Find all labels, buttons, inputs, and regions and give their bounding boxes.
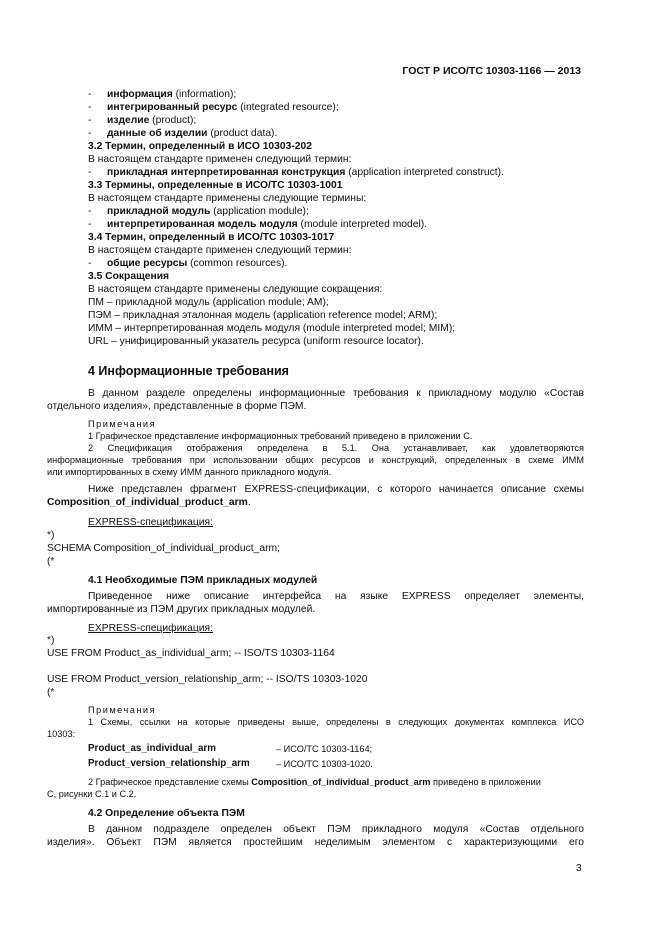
note: 2 Графическое представление схемы Composition_of_individual_product_arm приведено в приложении [88,777,541,787]
list-dash: - [88,89,92,100]
document-header: ГОСТ Р ИСО/ТС 10303-1166 — 2013 [402,65,581,77]
section-heading: 4.1 Необходимые ПЭМ прикладных модулей [88,575,318,586]
paragraph: В настоящем стандарте применен следующий термин: [88,154,352,165]
schema-ref-doc: – ИСО/ТС 10303-1020. [276,759,373,769]
paragraph: отдельного изделия», представленные в форме ПЭМ. [47,401,307,412]
section-heading: 3.4 Термин, определенный в ИСО/ТС 10303-1017 [88,232,335,243]
note: 2 Спецификация отображения определена в 5.1. Она устанавливает, как удовлетворяются [88,443,584,453]
note: 1 Схемы, ссылки на которые приведены выше, определены в следующих документах комплекса ИСО [88,717,584,727]
schema-ref-name: Product_version_relationship_arm [88,758,250,769]
code-line: SCHEMA Composition_of_individual_product_arm; [47,543,280,554]
abbreviation-item: URL – унифицированный указатель ресурса (uniform resource locator). [88,336,424,347]
section-4-heading: 4 Информационные требования [88,364,289,378]
note: или импортированных в схему ИММ данного прикладного модуля. [47,467,332,477]
abbreviation-item: ИММ – интерпретированная модель модуля (module interpreted model; MIM); [88,323,456,334]
code-line: (* [47,687,55,698]
paragraph: В данном разделе определены информационные требования к прикладному модулю «Состав [88,388,584,399]
note: 10303: [47,729,76,739]
section-heading: 4.2 Определение объекта ПЭМ [88,808,245,819]
note: С, рисунки С.1 и С.2. [47,789,137,799]
list-item: интерпретированная модель модуля (module interpreted model). [107,219,428,230]
code-line: USE FROM Product_version_relationship_arm; -- ISO/TS 10303-1020 [47,674,368,685]
express-spec-label: EXPRESS-спецификация: [88,623,213,634]
list-dash: - [88,258,92,269]
paragraph: В настоящем стандарте применен следующий термин: [88,245,352,256]
schema-ref-doc: – ИСО/ТС 10303-1164; [276,744,373,754]
paragraph: Composition_of_individual_product_arm. [47,497,251,508]
list-dash: - [88,219,92,230]
note: 1 Графическое представление информационных требований приведено в приложении С. [88,431,473,441]
list-dash: - [88,102,92,113]
paragraph: импортированные из ПЭМ других прикладных модулей. [47,604,316,615]
code-line: *) [47,635,55,646]
list-item: изделие (product); [107,115,197,126]
notes-label: Примечания [88,419,157,429]
list-item: интегрированный ресурс (integrated resource); [107,102,339,113]
paragraph: В настоящем стандарте применены следующие термины: [88,193,367,204]
list-item: данные об изделии (product data). [107,128,278,139]
abbreviation-item: ПМ – прикладной модуль (application module; AM); [88,297,329,308]
abbreviation-item: ПЭМ – прикладная эталонная модель (application reference model; ARM); [88,310,438,321]
paragraph: изделия». Объект ПЭМ является простейшим неделимым элементом с характеризующими его [47,837,584,848]
express-spec-label: EXPRESS-спецификация: [88,517,213,528]
notes-label: Примечания [88,705,157,715]
list-dash: - [88,206,92,217]
schema-ref-name: Product_as_individual_arm [88,743,216,754]
list-dash: - [88,167,92,178]
paragraph: В настоящем стандарте применены следующие сокращения: [88,284,383,295]
code-line: *) [47,530,55,541]
section-heading: 3.2 Термин, определенный в ИСО 10303-202 [88,141,312,152]
code-line: (* [47,556,55,567]
list-dash: - [88,128,92,139]
section-heading: 3.3 Термины, определенные в ИСО/ТС 10303-1001 [88,180,343,191]
code-line: USE FROM Product_as_individual_arm; -- ISO/TS 10303-1164 [47,648,335,659]
note: информационные требования при использовании общих ресурсов и конструкций, определенных в схеме ИММ [47,455,584,465]
paragraph: Приведенное ниже описание интерфейса на языке EXPRESS определяет элементы, [88,591,584,602]
page-number: 3 [576,863,582,874]
list-item: прикладной модуль (application module); [107,206,309,217]
list-item: прикладная интерпретированная конструкция (application interpreted construct). [107,167,504,178]
section-heading: 3.5 Сокращения [88,271,170,282]
list-item: информация (information); [107,89,237,100]
paragraph: Ниже представлен фрагмент EXPRESS-спецификации, с которого начинается описание схемы [88,484,584,495]
list-dash: - [88,115,92,126]
paragraph: В данном подразделе определен объект ПЭМ прикладного модуля «Состав отдельного [88,824,584,835]
list-item: общие ресурсы (common resources). [107,258,288,269]
